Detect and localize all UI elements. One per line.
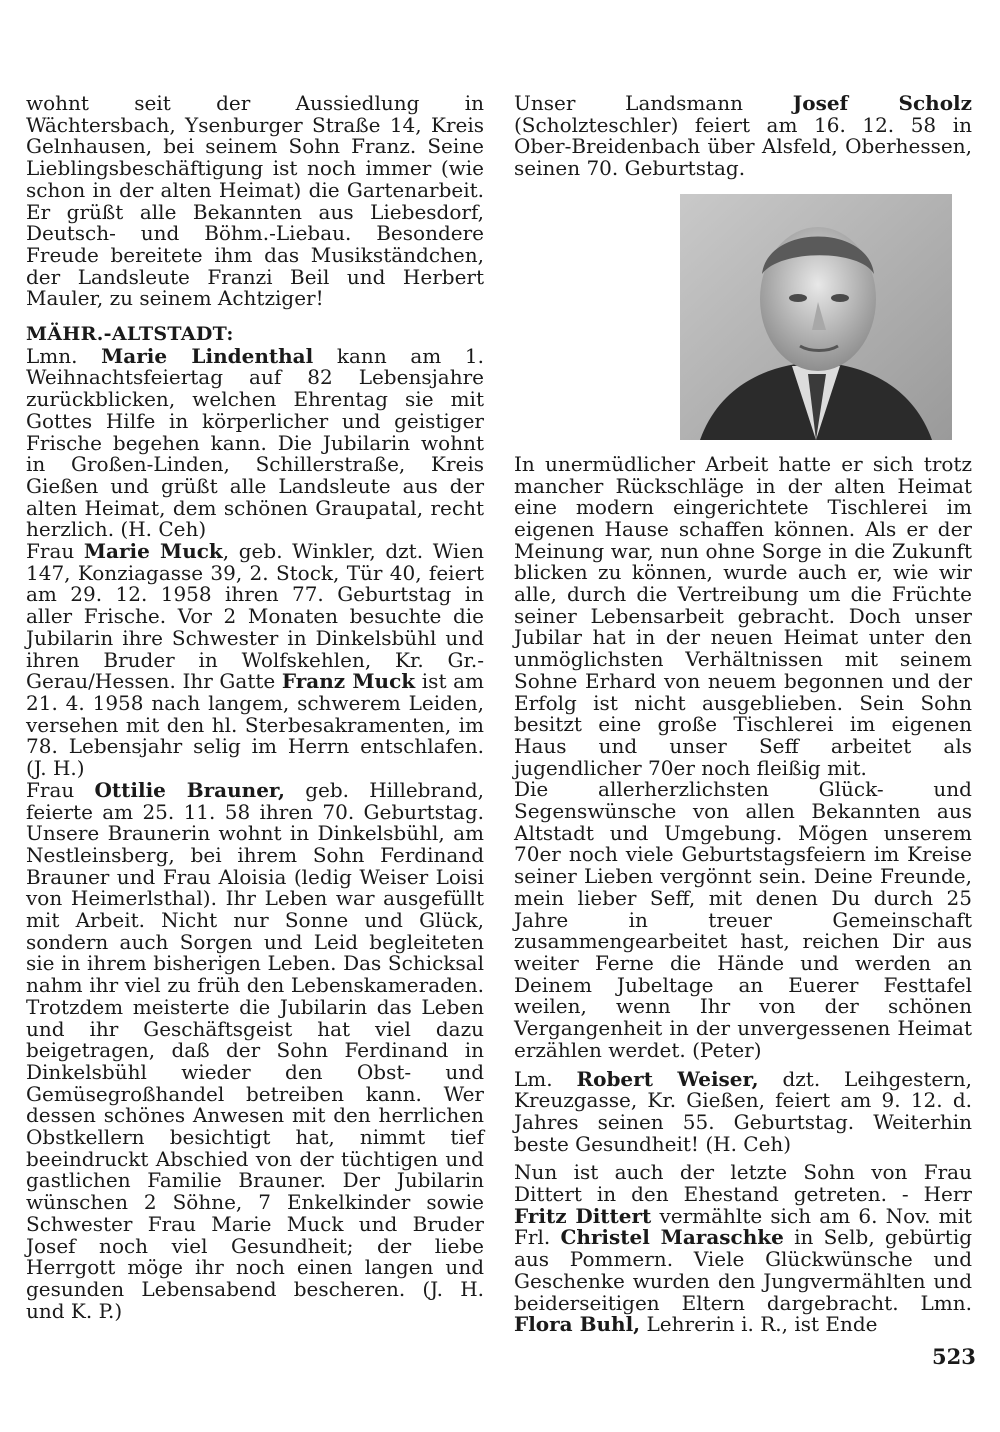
person-name: Marie Lindenthal bbox=[101, 343, 314, 368]
left-column bbox=[26, 93, 484, 1322]
section-heading: MÄHR.-ALTSTADT: bbox=[26, 323, 234, 346]
portrait-illustration bbox=[680, 194, 952, 440]
paragraph: Frau Marie Muck, geb. Winkler, dzt. Wien 147, Konziagasse 39, 2. Stock, Tür 40, feiert am 29. 12. 1958 ihren 77. Geburtstag in aller Frische. Vor 2 Monaten besuchte die Jubilarin ihre Schwester in Dinkelsbühl und ihren Bruder in Wolfskehlen, Kr. Gr.-Gerau/Hessen. Ihr Gatte Franz Muck ist am 21. 4. 1958 nach langem, schwerem Leiden, versehen mit den hl. Sterbesakramenten, im 78. Lebensjahr selig im Herrn entschlafen. (J. H.) bbox=[26, 539, 485, 781]
person-name: Christel Maraschke bbox=[560, 1225, 784, 1250]
person-name: Franz Muck bbox=[281, 669, 416, 694]
paragraph: Nun ist auch der letzte Sohn von Frau Dittert in den Ehestand getreten. - Herr Fritz Dittert vermählte sich am 6. Nov. mit Frl. Christel Maraschke in Selb, gebürtig aus Pommern. Viele Glückwünsche und Geschenke wurden den Jungvermählten und beiderseitigen Eltern dargebracht. Lmn. Flora Buhl, Lehrerin i. R., ist Ende bbox=[514, 1160, 973, 1337]
paragraph: wohnt seit der Aussiedlung in Wächtersbach, Ysenburger Straße 14, Kreis Gelnhausen, bei seinem Sohn Franz. Seine Lieblingsbeschäftigung ist noch immer (wie schon in der alten Heimat) die Gartenarbeit. Er grüßt alle Bekannten aus Liebesdorf, Deutsch- und Böhm.-Liebau. Besondere Freude bereitete ihm das Musikständchen, der Landsleute Franzi Beil und Herbert Mauler, zu seinem Achtziger! bbox=[26, 91, 484, 311]
paragraph: Unser Landsmann Josef Scholz (Scholzteschler) feiert am 16. 12. 58 in Ober-Breidenbach über Alsfeld, Oberhessen, seinen 70. Geburtstag. bbox=[514, 91, 972, 181]
right-column bbox=[514, 93, 972, 1336]
page-number: 523 bbox=[932, 1344, 976, 1369]
paragraph: Lmn. Marie Lindenthal kann am 1. Weihnachtsfeiertag auf 82 Lebensjahre zurückblicken, welchen Ehrentag sie mit Gottes Hilfe in körperlicher und geistiger Frische begehen kann. Die Jubilarin wohnt in Großen-Linden, Schillerstraße, Kreis Gießen und grüßt alle Landsleute aus der alten Heimat, dem schönen Graupatal, recht herzlich. (H. Ceh) bbox=[26, 343, 485, 542]
paragraph: Frau Ottilie Brauner, geb. Hillebrand, feierte am 25. 11. 58 ihren 70. Geburtstag. Unsere Braunerin wohnt in Dinkelsbühl, am Nestleinsberg, bei ihrem Sohn Ferdinand Brauner und Frau Aloisia (ledig Weiser Loisi von Heimerlsthal). Ihr Leben war ausgefüllt mit Arbeit. Nicht nur Sonne und Glück, sondern auch Sorgen und Leid begleiteten sie in ihrem bisherigen Leben. Das Schicksal nahm ihr viel zu früh den Lebenskameraden. Trotzdem meisterte die Jubilarin das Leben und ihr Geschäftsgeist hat viel dazu beigetragen, daß der Sohn Ferdinand in Dinkelsbühl wieder den Obst- und Gemüsegroßhandel betreiben kann. Wer dessen schönes Anwesen mit den herrlichen Obstkellern besichtigt hat, nimmt tief beeindruckt Abschied von der tüchtigen und gastlichen Familie Brauner. Der Jubilarin wünschen 2 Söhne, 7 Enkelkinder sowie Schwester Frau Marie Muck und Bruder Josef noch viel Gesundheit; der liebe Herrgott möge ihr noch einen langen und gesunden Lebensabend bescheren. (J. H. und K. P.) bbox=[26, 777, 484, 1323]
person-name: Ottilie Brauner, bbox=[94, 777, 285, 802]
person-name: Marie Muck bbox=[83, 539, 223, 564]
person-name: Josef Scholz bbox=[792, 91, 972, 115]
person-name: Flora Buhl, bbox=[514, 1312, 641, 1337]
paragraph: In unermüdlicher Arbeit hatte er sich trotz mancher Rückschläge in der alten Heimat eine modern eingerichtete Tischlerei im eigenen Hause schaffen können. Als er der Meinung war, nun ohne Sorge in die Zukunft blicken zu können, wurde auch er, wie wir alle, durch die Vertreibung um die Früchte seiner Lebensarbeit gebracht. Doch unser Jubilar hat in der neuen Heimat unter den unmöglichsten Verhältnissen mit seinem Sohne Erhard von neuem begonnen und der Erfolg ist nicht ausgeblieben. Sein Sohn besitzt eine große Tischlerei im eigenen Haus und unser Seff arbeitet als jugendlicher 70er noch fleißig mit. bbox=[514, 451, 972, 780]
person-name: Robert Weiser, bbox=[576, 1066, 759, 1091]
person-name: Fritz Dittert bbox=[514, 1203, 652, 1228]
paragraph: Die allerherzlichsten Glück- und Segenswünsche von allen Bekannten aus Altstadt und Umgebung. Mögen unserem 70er noch viele Geburtstagsfeiern im Kreise seiner Lieben vergönnt sein. Deine Freunde, mein lieber Seff, mit denen Du durch 25 Jahre in treuer Gemeinschaft zusammengearbeitet hast, reichen Dir aus weiter Ferne die Hände und werden an Deinem Jubeltage an Euerer Festtafel weilen, wenn Ihr von der schönen Vergangenheit in der unvergessenen Heimat erzählen werdet. (Peter) bbox=[514, 777, 972, 1062]
portrait-photo bbox=[680, 194, 952, 440]
paragraph: Lm. Robert Weiser, dzt. Leihgestern, Kreuzgasse, Kr. Gießen, feiert am 9. 12. d. Jahres seinen 55. Geburtstag. Weiterhin beste Gesundheit! (H. Ceh) bbox=[514, 1066, 973, 1156]
